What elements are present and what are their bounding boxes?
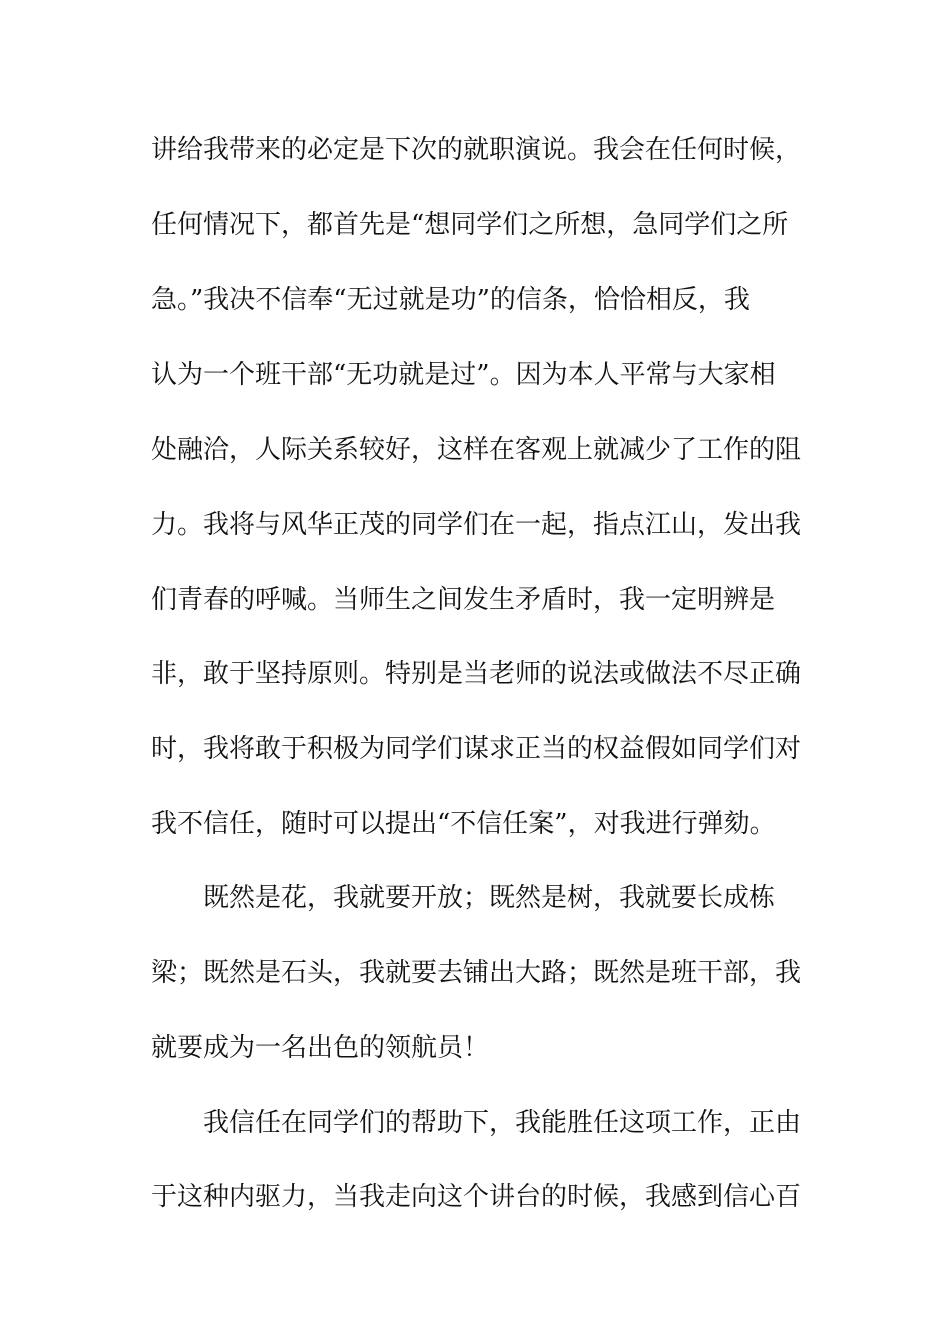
text-line: 就要成为一名出色的领航员！ (151, 1033, 490, 1063)
text-line: 急。”我决不信奉“无过就是功”的信条，恰恰相反，我 (151, 285, 750, 315)
text-line: 处融洽，人际关系较好，这样在客观上就减少了工作的阻 (151, 435, 802, 465)
text-line: 力。我将与风华正茂的同学们在一起，指点江山，发出我 (151, 510, 802, 540)
text-line: 时，我将敢于积极为同学们谋求正当的权益假如同学们对 (151, 734, 802, 764)
text-line: 们青春的呼喊。当师生之间发生矛盾时，我一定明辨是 (151, 585, 776, 615)
text-line: 认为一个班干部“无功就是过”。因为本人平常与大家相 (151, 360, 776, 390)
text-line: 任何情况下，都首先是“想同学们之所想，急同学们之所 (151, 210, 789, 240)
text-line: 讲给我带来的必定是下次的就职演说。我会在任何时候， (151, 135, 802, 165)
text-line: 非，敢于坚持原则。特别是当老师的说法或做法不尽正确 (151, 659, 802, 689)
paragraph-start-line: 既然是花，我就要开放；既然是树，我就要长成栋 (203, 883, 776, 913)
text-line: 梁；既然是石头，我就要去铺出大路；既然是班干部，我 (151, 958, 802, 988)
text-line: 于这种内驱力，当我走向这个讲台的时候，我感到信心百 (151, 1182, 802, 1212)
text-line: 我不信任，随时可以提出“不信任案”，对我进行弹劾。 (151, 809, 776, 839)
paragraph-start-line: 我信任在同学们的帮助下，我能胜任这项工作，正由 (203, 1108, 802, 1138)
